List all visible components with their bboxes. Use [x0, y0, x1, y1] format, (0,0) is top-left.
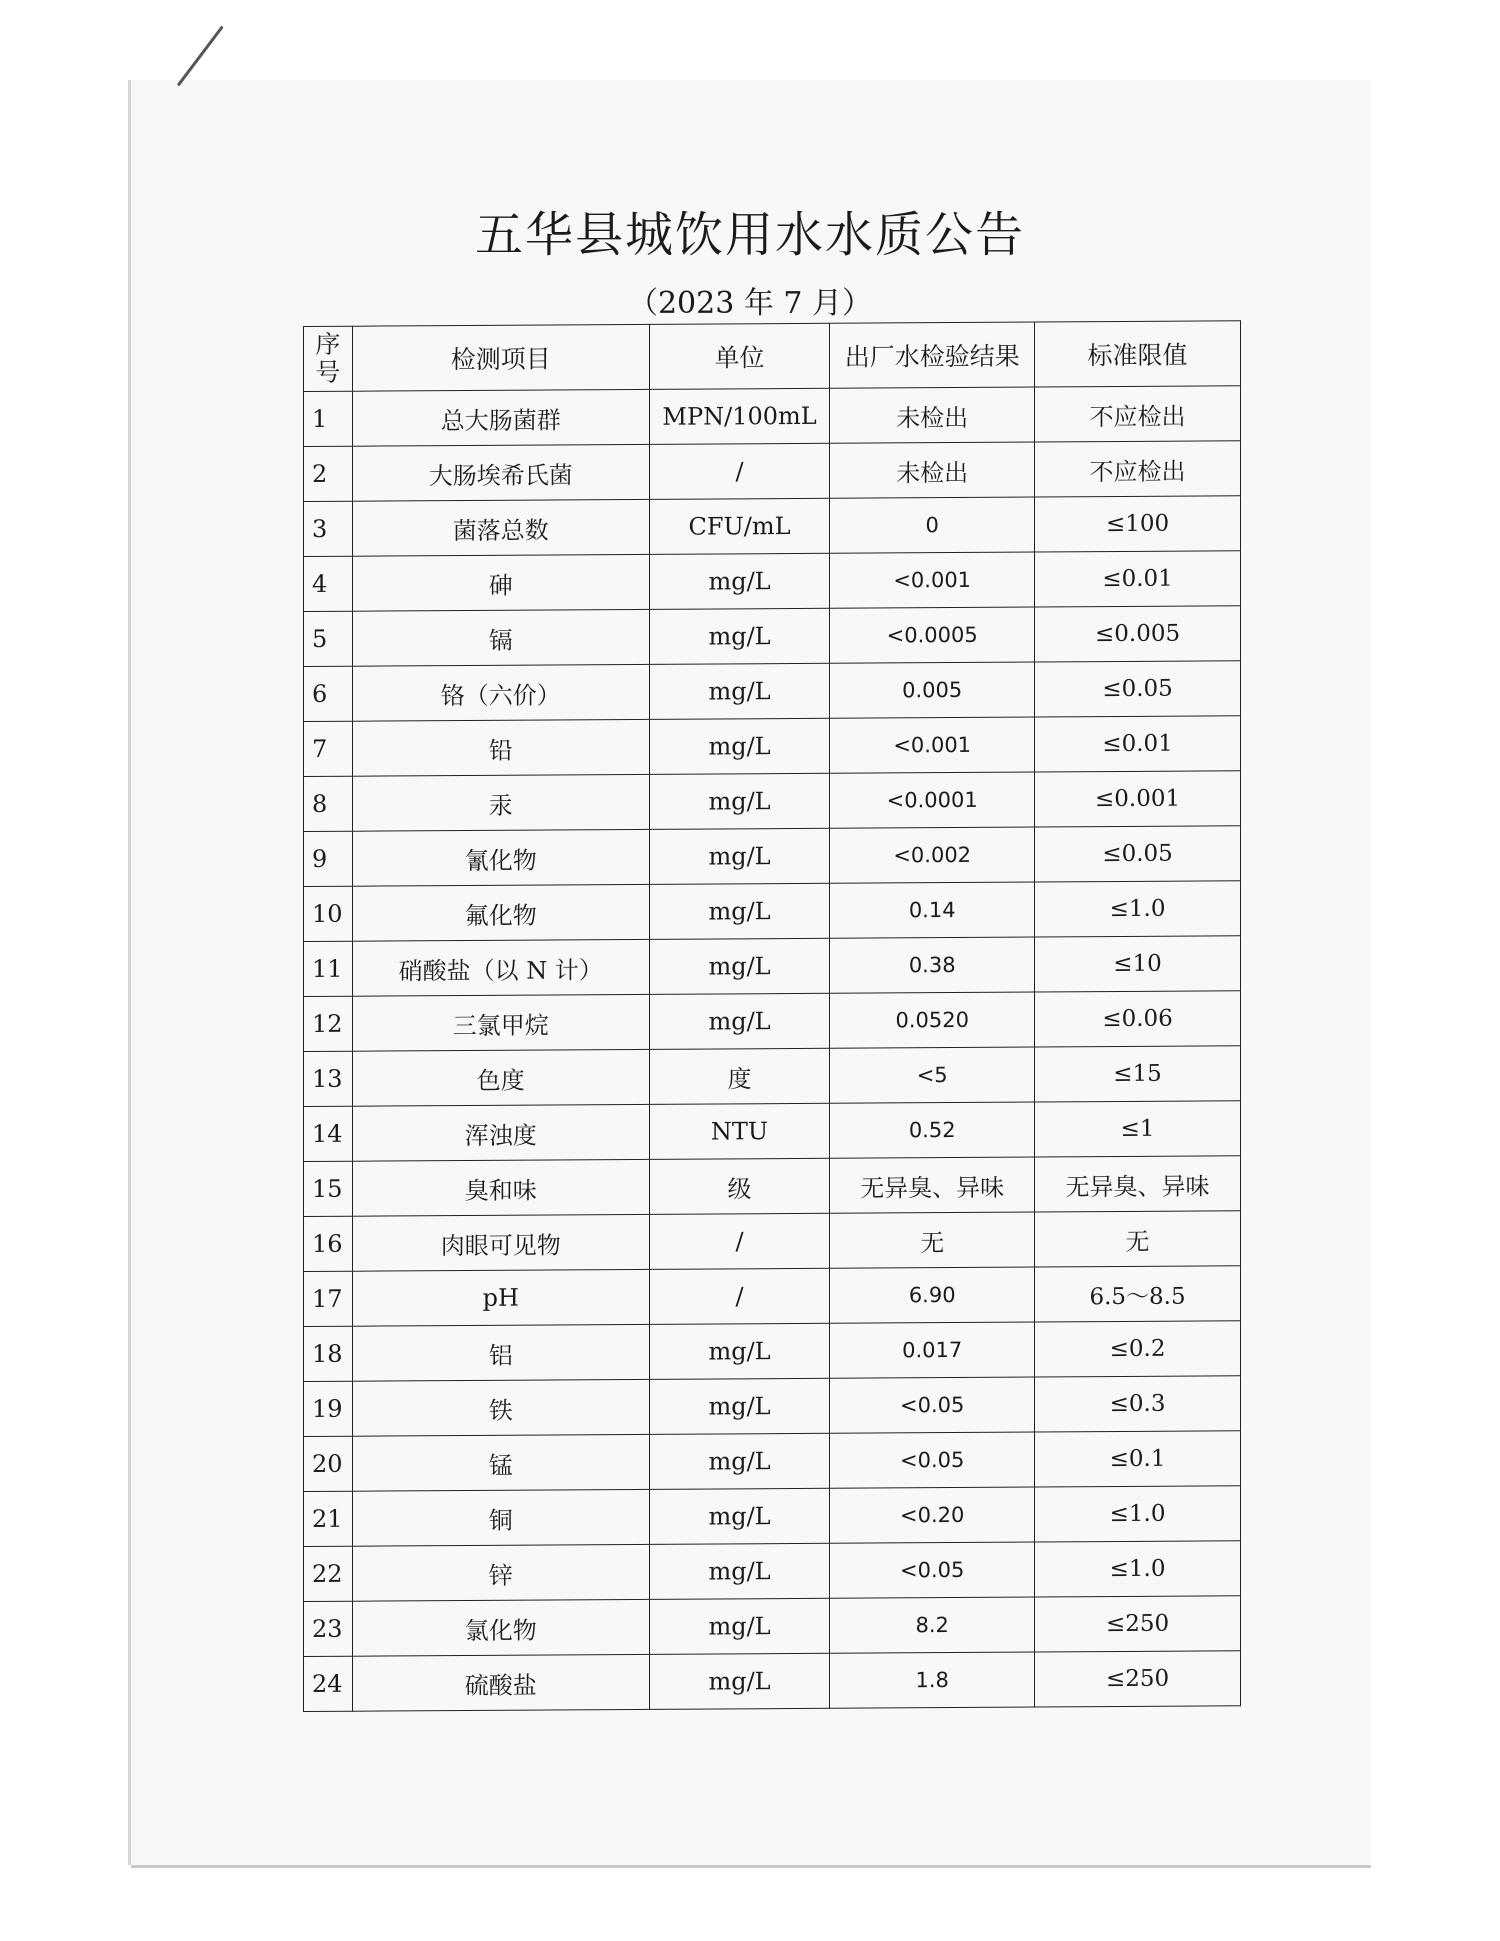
cell-unit: mg/L — [649, 1598, 830, 1654]
cell-unit: / — [649, 1268, 830, 1324]
cell-limit: ≤0.05 — [1035, 661, 1241, 717]
cell-seq: 12 — [304, 996, 353, 1051]
cell-limit: 不应检出 — [1035, 441, 1241, 497]
cell-result: <0.05 — [830, 1432, 1035, 1488]
cell-seq: 15 — [304, 1161, 353, 1216]
cell-unit: mg/L — [649, 1488, 830, 1544]
header-result: 出厂水检验结果 — [830, 322, 1035, 388]
cell-item: 色度 — [352, 1049, 649, 1106]
header-unit: 单位 — [649, 323, 830, 389]
cell-seq: 13 — [304, 1051, 353, 1106]
cell-unit: / — [649, 1213, 830, 1269]
cell-unit: / — [649, 443, 830, 499]
table-header-row — [304, 321, 1241, 392]
cell-item: 铅 — [352, 719, 649, 776]
cell-item: 砷 — [352, 554, 649, 611]
cell-item: 锌 — [352, 1544, 649, 1601]
cell-seq: 21 — [304, 1491, 353, 1546]
cell-result: <0.0001 — [830, 772, 1035, 828]
table-row — [304, 771, 1241, 832]
cell-seq: 11 — [304, 941, 353, 996]
table-row — [304, 1101, 1241, 1162]
cell-seq: 24 — [304, 1656, 353, 1711]
cell-limit: ≤100 — [1035, 496, 1241, 552]
table-row — [304, 1156, 1241, 1217]
cell-result: 0.017 — [830, 1322, 1035, 1378]
cell-limit: 无 — [1035, 1211, 1241, 1267]
table-row — [304, 1211, 1241, 1272]
cell-limit: ≤15 — [1035, 1046, 1241, 1102]
table-row — [304, 1321, 1241, 1382]
cell-result: 8.2 — [830, 1597, 1035, 1653]
cell-result: 1.8 — [830, 1652, 1035, 1708]
cell-seq: 14 — [304, 1106, 353, 1161]
cell-result: <0.20 — [830, 1487, 1035, 1543]
cell-result: 未检出 — [830, 442, 1035, 498]
cell-result: 0.38 — [830, 937, 1035, 993]
table-row — [304, 1651, 1241, 1712]
cell-unit: mg/L — [649, 663, 830, 719]
cell-limit: ≤0.001 — [1035, 771, 1241, 827]
cell-limit: ≤1.0 — [1035, 1486, 1241, 1542]
cell-unit: mg/L — [649, 1378, 830, 1434]
cell-unit: CFU/mL — [649, 498, 830, 554]
cell-unit: mg/L — [649, 1653, 830, 1709]
table-row — [304, 1046, 1241, 1107]
cell-seq: 10 — [304, 886, 353, 941]
cell-unit: mg/L — [649, 608, 830, 664]
cell-item: 铬（六价） — [352, 664, 649, 721]
cell-item: 浑浊度 — [352, 1104, 649, 1161]
cell-item: 臭和味 — [352, 1159, 649, 1216]
cell-limit: ≤10 — [1035, 936, 1241, 992]
table-row — [304, 936, 1241, 997]
cell-item: 铜 — [352, 1489, 649, 1546]
cell-limit: ≤0.1 — [1035, 1431, 1241, 1487]
table-row — [304, 386, 1241, 447]
cell-limit: ≤1 — [1035, 1101, 1241, 1157]
cell-item: 汞 — [352, 774, 649, 831]
cell-seq: 7 — [304, 721, 353, 776]
cell-item: 镉 — [352, 609, 649, 666]
cell-result: <0.001 — [830, 552, 1035, 608]
cell-result: <0.0005 — [830, 607, 1035, 663]
cell-item: 氯化物 — [352, 1599, 649, 1656]
table-row — [304, 441, 1241, 502]
cell-seq: 2 — [304, 446, 353, 501]
cell-unit: mg/L — [649, 773, 830, 829]
table-row — [304, 1541, 1241, 1602]
cell-result: 未检出 — [830, 387, 1035, 443]
cell-item: 氰化物 — [352, 829, 649, 886]
cell-limit: ≤250 — [1035, 1651, 1241, 1707]
cell-seq: 19 — [304, 1381, 353, 1436]
table-row — [304, 716, 1241, 777]
table-row — [304, 1376, 1241, 1437]
cell-item: 菌落总数 — [352, 499, 649, 556]
cell-limit: ≤0.005 — [1035, 606, 1241, 662]
cell-limit: 6.5～8.5 — [1035, 1266, 1241, 1322]
cell-seq: 6 — [304, 666, 353, 721]
cell-limit: ≤0.2 — [1035, 1321, 1241, 1377]
cell-unit: 度 — [649, 1048, 830, 1104]
document-title: 五华县城饮用水水质公告 — [474, 207, 1025, 263]
table-row — [304, 1266, 1241, 1327]
cell-unit: mg/L — [649, 1543, 830, 1599]
cell-limit: 无异臭、异味 — [1035, 1156, 1241, 1212]
cell-result: 0.14 — [830, 882, 1035, 938]
cell-result: <5 — [830, 1047, 1035, 1103]
cell-item: 铝 — [352, 1324, 649, 1381]
cell-seq: 23 — [304, 1601, 353, 1656]
cell-seq: 22 — [304, 1546, 353, 1601]
staple-mark — [177, 25, 224, 86]
cell-limit: ≤250 — [1035, 1596, 1241, 1652]
cell-result: <0.05 — [830, 1377, 1035, 1433]
cell-seq: 3 — [304, 501, 353, 556]
cell-unit: 级 — [649, 1158, 830, 1214]
cell-limit: 不应检出 — [1035, 386, 1241, 442]
cell-limit: ≤1.0 — [1035, 881, 1241, 937]
cell-unit: mg/L — [649, 1433, 830, 1489]
cell-unit: mg/L — [649, 938, 830, 994]
table-row — [304, 496, 1241, 557]
cell-unit: mg/L — [649, 883, 830, 939]
cell-result: 0.005 — [830, 662, 1035, 718]
header-seq: 序号 — [304, 326, 353, 391]
cell-item: 氟化物 — [352, 884, 649, 941]
cell-item: pH — [352, 1269, 649, 1326]
cell-seq: 16 — [304, 1216, 353, 1271]
table-row — [304, 1431, 1241, 1492]
cell-limit: ≤0.3 — [1035, 1376, 1241, 1432]
water-quality-table — [303, 320, 1241, 1712]
table-row — [304, 826, 1241, 887]
document-subtitle: （2023 年 7 月） — [627, 286, 873, 321]
cell-unit: mg/L — [649, 828, 830, 884]
cell-seq: 4 — [304, 556, 353, 611]
cell-unit: mg/L — [649, 718, 830, 774]
cell-seq: 20 — [304, 1436, 353, 1491]
cell-limit: ≤1.0 — [1035, 1541, 1241, 1597]
table-row — [304, 606, 1241, 667]
cell-unit: mg/L — [649, 1323, 830, 1379]
table-row — [304, 881, 1241, 942]
cell-result: 0.52 — [830, 1102, 1035, 1158]
cell-item: 大肠埃希氏菌 — [352, 444, 649, 501]
cell-result: 无异臭、异味 — [830, 1157, 1035, 1213]
cell-item: 肉眼可见物 — [352, 1214, 649, 1271]
cell-unit: MPN/100mL — [649, 388, 830, 444]
cell-limit: ≤0.01 — [1035, 716, 1241, 772]
cell-item: 硫酸盐 — [352, 1654, 649, 1711]
cell-seq: 18 — [304, 1326, 353, 1381]
header-limit: 标准限值 — [1035, 321, 1241, 387]
cell-result: 0 — [830, 497, 1035, 553]
cell-item: 硝酸盐（以 N 计） — [352, 939, 649, 996]
cell-limit: ≤0.01 — [1035, 551, 1241, 607]
cell-seq: 8 — [304, 776, 353, 831]
cell-unit: mg/L — [649, 553, 830, 609]
table-row — [304, 551, 1241, 612]
cell-unit: NTU — [649, 1103, 830, 1159]
cell-result: <0.002 — [830, 827, 1035, 883]
cell-result: 6.90 — [830, 1267, 1035, 1323]
cell-seq: 5 — [304, 611, 353, 666]
cell-item: 锰 — [352, 1434, 649, 1491]
cell-unit: mg/L — [649, 993, 830, 1049]
cell-result: <0.001 — [830, 717, 1035, 773]
cell-seq: 17 — [304, 1271, 353, 1326]
header-item: 检测项目 — [352, 324, 649, 391]
cell-seq: 9 — [304, 831, 353, 886]
table-row — [304, 661, 1241, 722]
cell-result: 0.0520 — [830, 992, 1035, 1048]
cell-limit: ≤0.05 — [1035, 826, 1241, 882]
table-row — [304, 991, 1241, 1052]
cell-item: 铁 — [352, 1379, 649, 1436]
cell-limit: ≤0.06 — [1035, 991, 1241, 1047]
table-row — [304, 1596, 1241, 1657]
cell-result: <0.05 — [830, 1542, 1035, 1598]
cell-item: 总大肠菌群 — [352, 389, 649, 446]
cell-seq: 1 — [304, 391, 353, 446]
table-row — [304, 1486, 1241, 1547]
cell-item: 三氯甲烷 — [352, 994, 649, 1051]
cell-result: 无 — [830, 1212, 1035, 1268]
